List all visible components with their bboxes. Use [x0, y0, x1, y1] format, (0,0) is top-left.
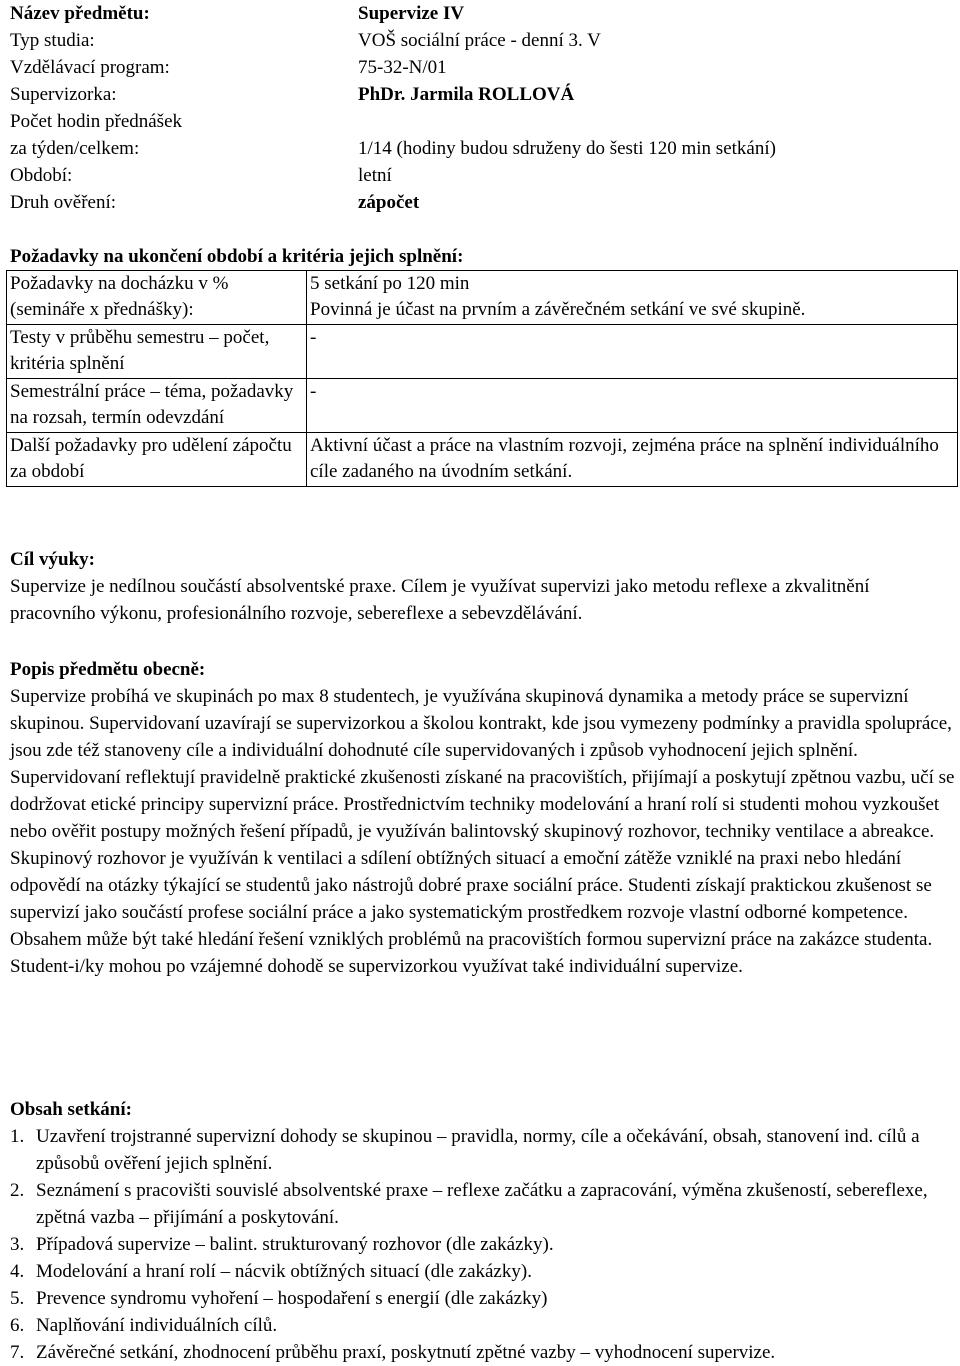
tests-label: Testy v průběhu semestru – počet, kritéria splnění — [7, 325, 307, 379]
list-item — [10, 1123, 955, 1177]
goal-text: Supervize je nedílnou součástí absolventské praxe. Cílem je využívat supervizi jako metodu reflexe a zkvalitnění pracovního výkonu, profesionálního rozvoje, sebereflexe a sebevzdělávání. — [10, 576, 870, 624]
semester-work-value: - — [307, 379, 958, 433]
description-section — [10, 656, 955, 980]
tests-value: - — [307, 325, 958, 379]
other-requirements-text: Aktivní účast a práce na vlastním rozvoji, zejména práce na splnění individuálního cíle zadaného na úvodním setkání. — [310, 435, 939, 482]
description-title: Popis předmětu obecně: — [10, 659, 206, 680]
content-title: Obsah setkání: — [10, 1099, 132, 1120]
list-item — [10, 1258, 955, 1285]
supervisor-label: Supervizorka: — [10, 84, 117, 105]
course-name-value: Supervize IV — [358, 3, 465, 24]
table-row — [7, 433, 958, 487]
goal-title: Cíl výuky: — [10, 549, 95, 570]
course-name-label: Název předmětu: — [10, 3, 150, 24]
list-item — [10, 1339, 955, 1366]
other-requirements-label: Další požadavky pro udělení zápočtu za období — [7, 433, 307, 487]
list-item-text: Závěrečné setkání, zhodnocení průběhu praxí, poskytnutí zpětné vazby – vyhodnocení supervize. — [36, 1342, 776, 1363]
list-item-text: Uzavření trojstranné supervizní dohody se skupinou – pravidla, normy, cíle a očekávání, obsah, stanovení ind. cílů a způsobů ověření jejich splnění. — [36, 1126, 920, 1174]
attendance-value — [307, 271, 958, 325]
hours-label: Počet hodin přednášek — [10, 111, 183, 132]
period-value: letní — [358, 165, 392, 186]
attendance-label: Požadavky na docházku v % (semináře x přednášky): — [7, 271, 307, 325]
study-type-value: VOŠ sociální práce - denní 3. V — [358, 30, 601, 51]
list-item-number: 1. — [10, 1126, 25, 1147]
semester-work-label: Semestrální práce – téma, požadavky na rozsah, termín odevzdání — [7, 379, 307, 433]
program-label: Vzdělávací program: — [10, 57, 170, 78]
list-item-text: Případová supervize – balint. strukturovaný rozhovor (dle zakázky). — [36, 1234, 554, 1255]
table-row — [7, 379, 958, 433]
verification-value: zápočet — [358, 192, 420, 213]
list-item — [10, 1312, 955, 1339]
list-item — [10, 1177, 955, 1231]
list-item — [10, 1285, 955, 1312]
attendance-text: 5 setkání po 120 min Povinná je účast na prvním a závěrečném setkání ve své skupině. — [310, 273, 806, 320]
program-value: 75-32-N/01 — [358, 57, 447, 78]
list-item-text: Naplňování individuálních cílů. — [36, 1315, 278, 1336]
list-item-number: 5. — [10, 1288, 25, 1309]
list-item-number: 3. — [10, 1234, 25, 1255]
list-item-number: 2. — [10, 1180, 25, 1201]
list-item — [10, 1231, 955, 1258]
list-item-number: 7. — [10, 1342, 25, 1363]
content-section — [10, 1096, 955, 1366]
list-item-number: 6. — [10, 1315, 25, 1336]
period-label: Období: — [10, 165, 73, 186]
requirements-title: Požadavky na ukončení období a kritéria jejich splnění: — [10, 246, 464, 267]
requirements-table — [6, 270, 958, 487]
description-text: Supervize probíhá ve skupinách po max 8 studentech, je využívána skupinová dynamika a metody práce se supervizní skupinou. Supervidovaní uzavírají se supervizorkou a školou kontrakt, kde jsou vymezeny podmínky a pravidla spolupráce, jsou zde též stanoveny cíle a individuální dohodnuté cíle supervidovaných i způsob vyhodnocení jejich splnění. Supervidovaní reflektují pravidelně praktické zkušenosti získané na pracovištích, přijímají a poskytují zpětnou vazbu, učí se dodržovat etické principy supervizní práce. Prostřednictvím techniky modelování a hraní rolí si studenti mohou vyzkoušet nebo ověřit postupy možných řešení případů, je využíván balintovský skupinový rozhovor, techniky ventilace a abreakce. Skupinový rozhovor je využíván k ventilaci a sdílení obtížných situací a emoční zátěže vzniklé na praxi nebo hledání odpovědí na otázky týkající se studentů jako nástrojů dobré praxe sociální práce. Studenti získají praktickou zkušenost se supervizí jako součástí profese sociální práce a jako systematickým prostředkem rozvoje vlastní odborné kompetence. Obsahem může být také hledání řešení vzniklých problémů na pracovištích formou supervizní práce na zakázce studenta. Student-i/ky mohou po vzájemné dohodě se supervizorkou využívat také individuální supervize. — [10, 686, 955, 977]
supervisor-value: PhDr. Jarmila ROLLOVÁ — [358, 84, 575, 105]
table-row — [7, 325, 958, 379]
verification-label: Druh ověření: — [10, 192, 117, 213]
list-item-text: Modelování a hraní rolí – nácvik obtížných situací (dle zakázky). — [36, 1261, 532, 1282]
table-row — [7, 271, 958, 325]
goal-section — [10, 546, 955, 627]
list-item-text: Prevence syndromu vyhoření – hospodaření s energií (dle zakázky) — [36, 1288, 548, 1309]
study-type-label: Typ studia: — [10, 30, 95, 51]
list-item-text: Seznámení s pracovišti souvislé absolventské praxe – reflexe začátku a zapracování, výměna zkušeností, sebereflexe, zpětná vazba – přijímání a poskytování. — [36, 1180, 928, 1228]
hours-total-label: za týden/celkem: — [10, 138, 140, 159]
hours-total-value: 1/14 (hodiny budou sdruženy do šesti 120 min setkání) — [358, 138, 776, 159]
other-requirements-value — [307, 433, 958, 487]
list-item-number: 4. — [10, 1261, 25, 1282]
